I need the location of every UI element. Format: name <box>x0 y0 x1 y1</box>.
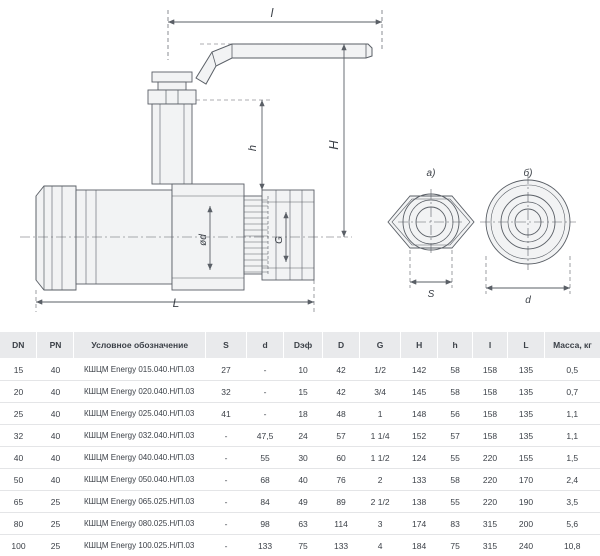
table-row <box>0 403 600 425</box>
table-cell: 1/2 <box>360 359 401 381</box>
table-cell: 158 <box>473 359 508 381</box>
table-cell: 25 <box>37 491 74 513</box>
table-cell: 2 1/2 <box>360 491 401 513</box>
column-header-H: H <box>401 332 438 359</box>
dimension-label-L: L <box>173 296 180 310</box>
table-cell: 124 <box>401 447 438 469</box>
table-cell: 83 <box>438 513 473 535</box>
table-cell: 1,1 <box>544 425 600 447</box>
table-body <box>0 359 600 556</box>
table-cell: 15 <box>284 381 323 403</box>
column-header-pn: PN <box>37 332 74 359</box>
table-cell: 80 <box>0 513 37 535</box>
table-cell: 114 <box>323 513 360 535</box>
table-cell: 1 <box>360 403 401 425</box>
table-row <box>0 447 600 469</box>
cell-designation: КШЦМ Energy 100.025.Н/П.03 <box>74 535 206 556</box>
table-cell: 135 <box>507 359 544 381</box>
table-cell: 75 <box>438 535 473 556</box>
table-cell: 220 <box>473 447 508 469</box>
view-label-b: б) <box>524 167 533 179</box>
table-cell: 220 <box>473 469 508 491</box>
table-cell: - <box>247 381 284 403</box>
table-cell: 50 <box>0 469 37 491</box>
table-header-row <box>0 332 600 359</box>
table-cell: 1 1/2 <box>360 447 401 469</box>
table-cell: 145 <box>401 381 438 403</box>
table-cell: 98 <box>247 513 284 535</box>
view-label-a: a) <box>427 168 436 179</box>
table-row <box>0 469 600 491</box>
table-cell: 89 <box>323 491 360 513</box>
table-cell: 2 <box>360 469 401 491</box>
table-cell: 76 <box>323 469 360 491</box>
table-cell: 10 <box>284 359 323 381</box>
table-cell: 40 <box>37 359 74 381</box>
cell-designation: КШЦМ Energy 025.040.Н/П.03 <box>74 403 206 425</box>
table-cell: 57 <box>323 425 360 447</box>
table-cell: 152 <box>401 425 438 447</box>
table-cell: 56 <box>438 403 473 425</box>
column-header-mass: Масса, кг <box>544 332 600 359</box>
table-cell: 55 <box>247 447 284 469</box>
table-cell: - <box>247 359 284 381</box>
table-cell: 315 <box>473 535 508 556</box>
dimension-label-h: h <box>247 145 259 151</box>
table-cell: 42 <box>323 381 360 403</box>
table-cell: - <box>247 403 284 425</box>
table-cell: 58 <box>438 359 473 381</box>
table-cell: 174 <box>401 513 438 535</box>
table-cell: 55 <box>438 491 473 513</box>
table-cell: 40 <box>284 469 323 491</box>
table-cell: 133 <box>401 469 438 491</box>
table-cell: - <box>205 491 246 513</box>
table-cell: 142 <box>401 359 438 381</box>
table-cell: 55 <box>438 447 473 469</box>
table-cell: 40 <box>37 425 74 447</box>
table-cell: 40 <box>37 447 74 469</box>
table-cell: - <box>205 535 246 556</box>
column-header-s: S <box>205 332 246 359</box>
table-cell: 10,8 <box>544 535 600 556</box>
dimension-label-d: d <box>525 295 531 306</box>
table-header <box>0 332 600 359</box>
table-cell: 40 <box>0 447 37 469</box>
table-cell: 155 <box>507 447 544 469</box>
dimension-label-H: H <box>326 140 341 150</box>
table-cell: 133 <box>323 535 360 556</box>
table-cell: 49 <box>284 491 323 513</box>
table-cell: 48 <box>323 403 360 425</box>
cell-designation: КШЦМ Energy 032.040.Н/П.03 <box>74 425 206 447</box>
dimension-label-l: l <box>271 6 274 20</box>
table-cell: 1,1 <box>544 403 600 425</box>
table-cell: 2,4 <box>544 469 600 491</box>
specification-table <box>0 332 600 556</box>
table-cell: 1 1/4 <box>360 425 401 447</box>
table-cell: 20 <box>0 381 37 403</box>
table-cell: - <box>205 425 246 447</box>
table-cell: 24 <box>284 425 323 447</box>
table-cell: 0,5 <box>544 359 600 381</box>
column-header-l: l <box>473 332 508 359</box>
cell-designation: КШЦМ Energy 065.025.Н/П.03 <box>74 491 206 513</box>
dimension-label-G: G <box>274 236 285 244</box>
table-cell: 158 <box>473 425 508 447</box>
table-cell: 200 <box>507 513 544 535</box>
table-cell: 184 <box>401 535 438 556</box>
table-cell: 41 <box>205 403 246 425</box>
column-header-D: D <box>323 332 360 359</box>
table-row <box>0 513 600 535</box>
table-cell: 240 <box>507 535 544 556</box>
table-cell: 47,5 <box>247 425 284 447</box>
table-cell: 58 <box>438 381 473 403</box>
table-cell: 27 <box>205 359 246 381</box>
table-row <box>0 359 600 381</box>
cell-designation: КШЦМ Energy 015.040.Н/П.03 <box>74 359 206 381</box>
table-cell: 18 <box>284 403 323 425</box>
table-cell: 3 <box>360 513 401 535</box>
table-cell: 148 <box>401 403 438 425</box>
table-cell: 220 <box>473 491 508 513</box>
dimension-label-S: S <box>428 289 435 300</box>
table-cell: 32 <box>205 381 246 403</box>
table-cell: 4 <box>360 535 401 556</box>
table-cell: 1,5 <box>544 447 600 469</box>
table-cell: 133 <box>247 535 284 556</box>
column-header-d: d <box>247 332 284 359</box>
column-header-name: Условное обозначение <box>74 332 206 359</box>
table-cell: 3,5 <box>544 491 600 513</box>
table-cell: 100 <box>0 535 37 556</box>
table-cell: 68 <box>247 469 284 491</box>
column-header-L: L <box>507 332 544 359</box>
table-cell: 135 <box>507 403 544 425</box>
table-cell: 84 <box>247 491 284 513</box>
table-cell: - <box>205 469 246 491</box>
table-row <box>0 491 600 513</box>
table-cell: 65 <box>0 491 37 513</box>
table-row <box>0 381 600 403</box>
table-row <box>0 535 600 556</box>
table-cell: 135 <box>507 425 544 447</box>
table-cell: 315 <box>473 513 508 535</box>
table-cell: - <box>205 447 246 469</box>
table-cell: 190 <box>507 491 544 513</box>
table-cell: 40 <box>37 469 74 491</box>
table-cell: 25 <box>37 535 74 556</box>
table-cell: 170 <box>507 469 544 491</box>
cell-designation: КШЦМ Energy 050.040.Н/П.03 <box>74 469 206 491</box>
table-cell: 32 <box>0 425 37 447</box>
cell-designation: КШЦМ Energy 080.025.Н/П.03 <box>74 513 206 535</box>
table-cell: 40 <box>37 403 74 425</box>
table-cell: 40 <box>37 381 74 403</box>
table-row <box>0 425 600 447</box>
table-cell: 158 <box>473 403 508 425</box>
table-cell: 15 <box>0 359 37 381</box>
table-cell: 42 <box>323 359 360 381</box>
column-header-h: h <box>438 332 473 359</box>
dimension-label-d-diameter: ød <box>198 234 209 246</box>
table-cell: 63 <box>284 513 323 535</box>
table-cell: 30 <box>284 447 323 469</box>
table-cell: - <box>205 513 246 535</box>
table-cell: 75 <box>284 535 323 556</box>
table-cell: 25 <box>0 403 37 425</box>
table-cell: 5,6 <box>544 513 600 535</box>
table-cell: 138 <box>401 491 438 513</box>
column-header-G: G <box>360 332 401 359</box>
table-cell: 135 <box>507 381 544 403</box>
cell-designation: КШЦМ Energy 040.040.Н/П.03 <box>74 447 206 469</box>
column-header-dn: DN <box>0 332 37 359</box>
column-header-deff: Dэф <box>284 332 323 359</box>
table-cell: 58 <box>438 469 473 491</box>
table-cell: 60 <box>323 447 360 469</box>
table-cell: 158 <box>473 381 508 403</box>
table-cell: 57 <box>438 425 473 447</box>
cell-designation: КШЦМ Energy 020.040.Н/П.03 <box>74 381 206 403</box>
table-cell: 3/4 <box>360 381 401 403</box>
table-cell: 25 <box>37 513 74 535</box>
table-cell: 0,7 <box>544 381 600 403</box>
